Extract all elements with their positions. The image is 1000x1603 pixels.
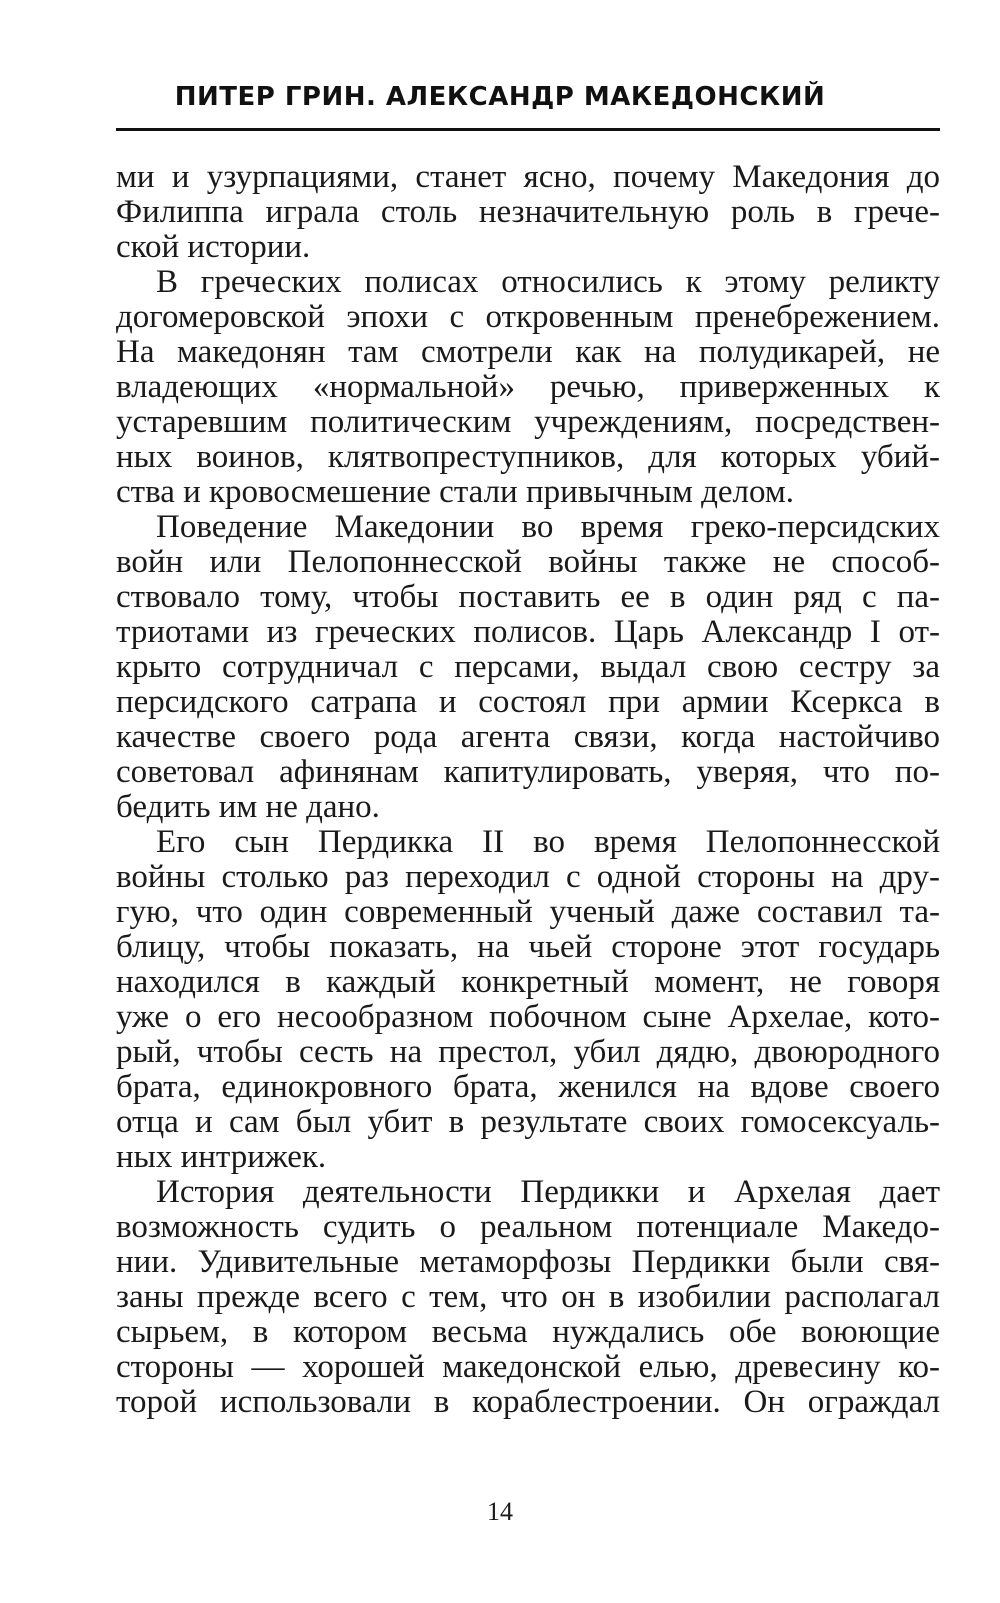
text-line: устаревшим политическим учреждениям, посредствен-: [116, 405, 940, 440]
text-line: На македонян там смотрели как на полудикарей, не: [116, 335, 940, 370]
text-line: персидского сатрапа и состоял при армии Ксеркса в: [116, 685, 940, 720]
text-line: советовал афинянам капитулировать, уверяя, что по-: [116, 755, 940, 790]
text-line: стороны — хорошей македонской елью, древесину ко-: [116, 1350, 940, 1385]
text-line: возможность судить о реальном потенциале Македо-: [116, 1210, 940, 1245]
text-line: войны столько раз переходил с одной стороны на дру-: [116, 860, 940, 895]
text-line: заны прежде всего с тем, что он в изобилии располагал: [116, 1280, 940, 1315]
text-line: гую, что один современный ученый даже составил та-: [116, 895, 940, 930]
text-line: ных интрижек.: [116, 1140, 327, 1175]
text-line: сырьем, в котором весьма нуждались обе воюющие: [116, 1315, 940, 1350]
text-line: рый, чтобы сесть на престол, убил дядю, двоюродного: [116, 1035, 940, 1070]
paragraph-first-line: Его сын Пердикка II во время Пелопоннесской: [156, 825, 940, 860]
text-line: торой использовали в кораблестроении. Он ограждал: [116, 1385, 940, 1420]
paragraph-first-line: Поведение Македонии во время греко-персидских: [156, 510, 940, 545]
text-line: войн или Пелопоннесской войны также не способ-: [116, 545, 940, 580]
text-line: качестве своего рода агента связи, когда настойчиво: [116, 720, 940, 755]
text-line: ных воинов, клятвопреступников, для которых убий-: [116, 440, 940, 475]
text-line: бедить им не дано.: [116, 790, 380, 825]
text-line: отца и сам был убит в результате своих гомосексуаль-: [116, 1105, 940, 1140]
header-rule: [116, 128, 940, 131]
text-line: блицу, чтобы показать, на чьей стороне этот государь: [116, 930, 940, 965]
text-line: владеющих «нормальной» речью, приверженных к: [116, 370, 940, 405]
page-number: 14: [487, 1497, 513, 1526]
text-line: Филиппа играла столь незначительную роль в грече-: [116, 195, 940, 230]
text-line: брата, единокровного брата, женился на вдове своего: [116, 1070, 940, 1105]
text-line: нии. Удивительные метаморфозы Пердикки были свя-: [116, 1245, 940, 1280]
running-head: ПИТЕР ГРИН. АЛЕКСАНДР МАКЕДОНСКИЙ: [174, 82, 826, 112]
text-line: триотами из греческих полисов. Царь Александр I от-: [116, 615, 940, 650]
body-text: [116, 160, 940, 1420]
text-line: находился в каждый конкретный момент, не говоря: [116, 965, 940, 1000]
text-line: ствовало тому, чтобы поставить ее в один ряд с па-: [116, 580, 940, 615]
text-line: ства и кровосмешение стали привычным делом.: [116, 475, 795, 510]
paragraph-first-line: В греческих полисах относились к этому реликту: [156, 265, 940, 300]
text-line: ской истории.: [116, 230, 311, 265]
text-line: догомеровской эпохи с откровенным пренебрежением.: [116, 300, 940, 335]
text-line: уже о его несообразном побочном сыне Архелае, кото-: [116, 1000, 940, 1035]
paragraph-first-line: История деятельности Пердикки и Архелая дает: [156, 1175, 940, 1210]
text-line: ми и узурпациями, станет ясно, почему Македония до: [116, 160, 940, 195]
text-line: крыто сотрудничал с персами, выдал свою сестру за: [116, 650, 940, 685]
